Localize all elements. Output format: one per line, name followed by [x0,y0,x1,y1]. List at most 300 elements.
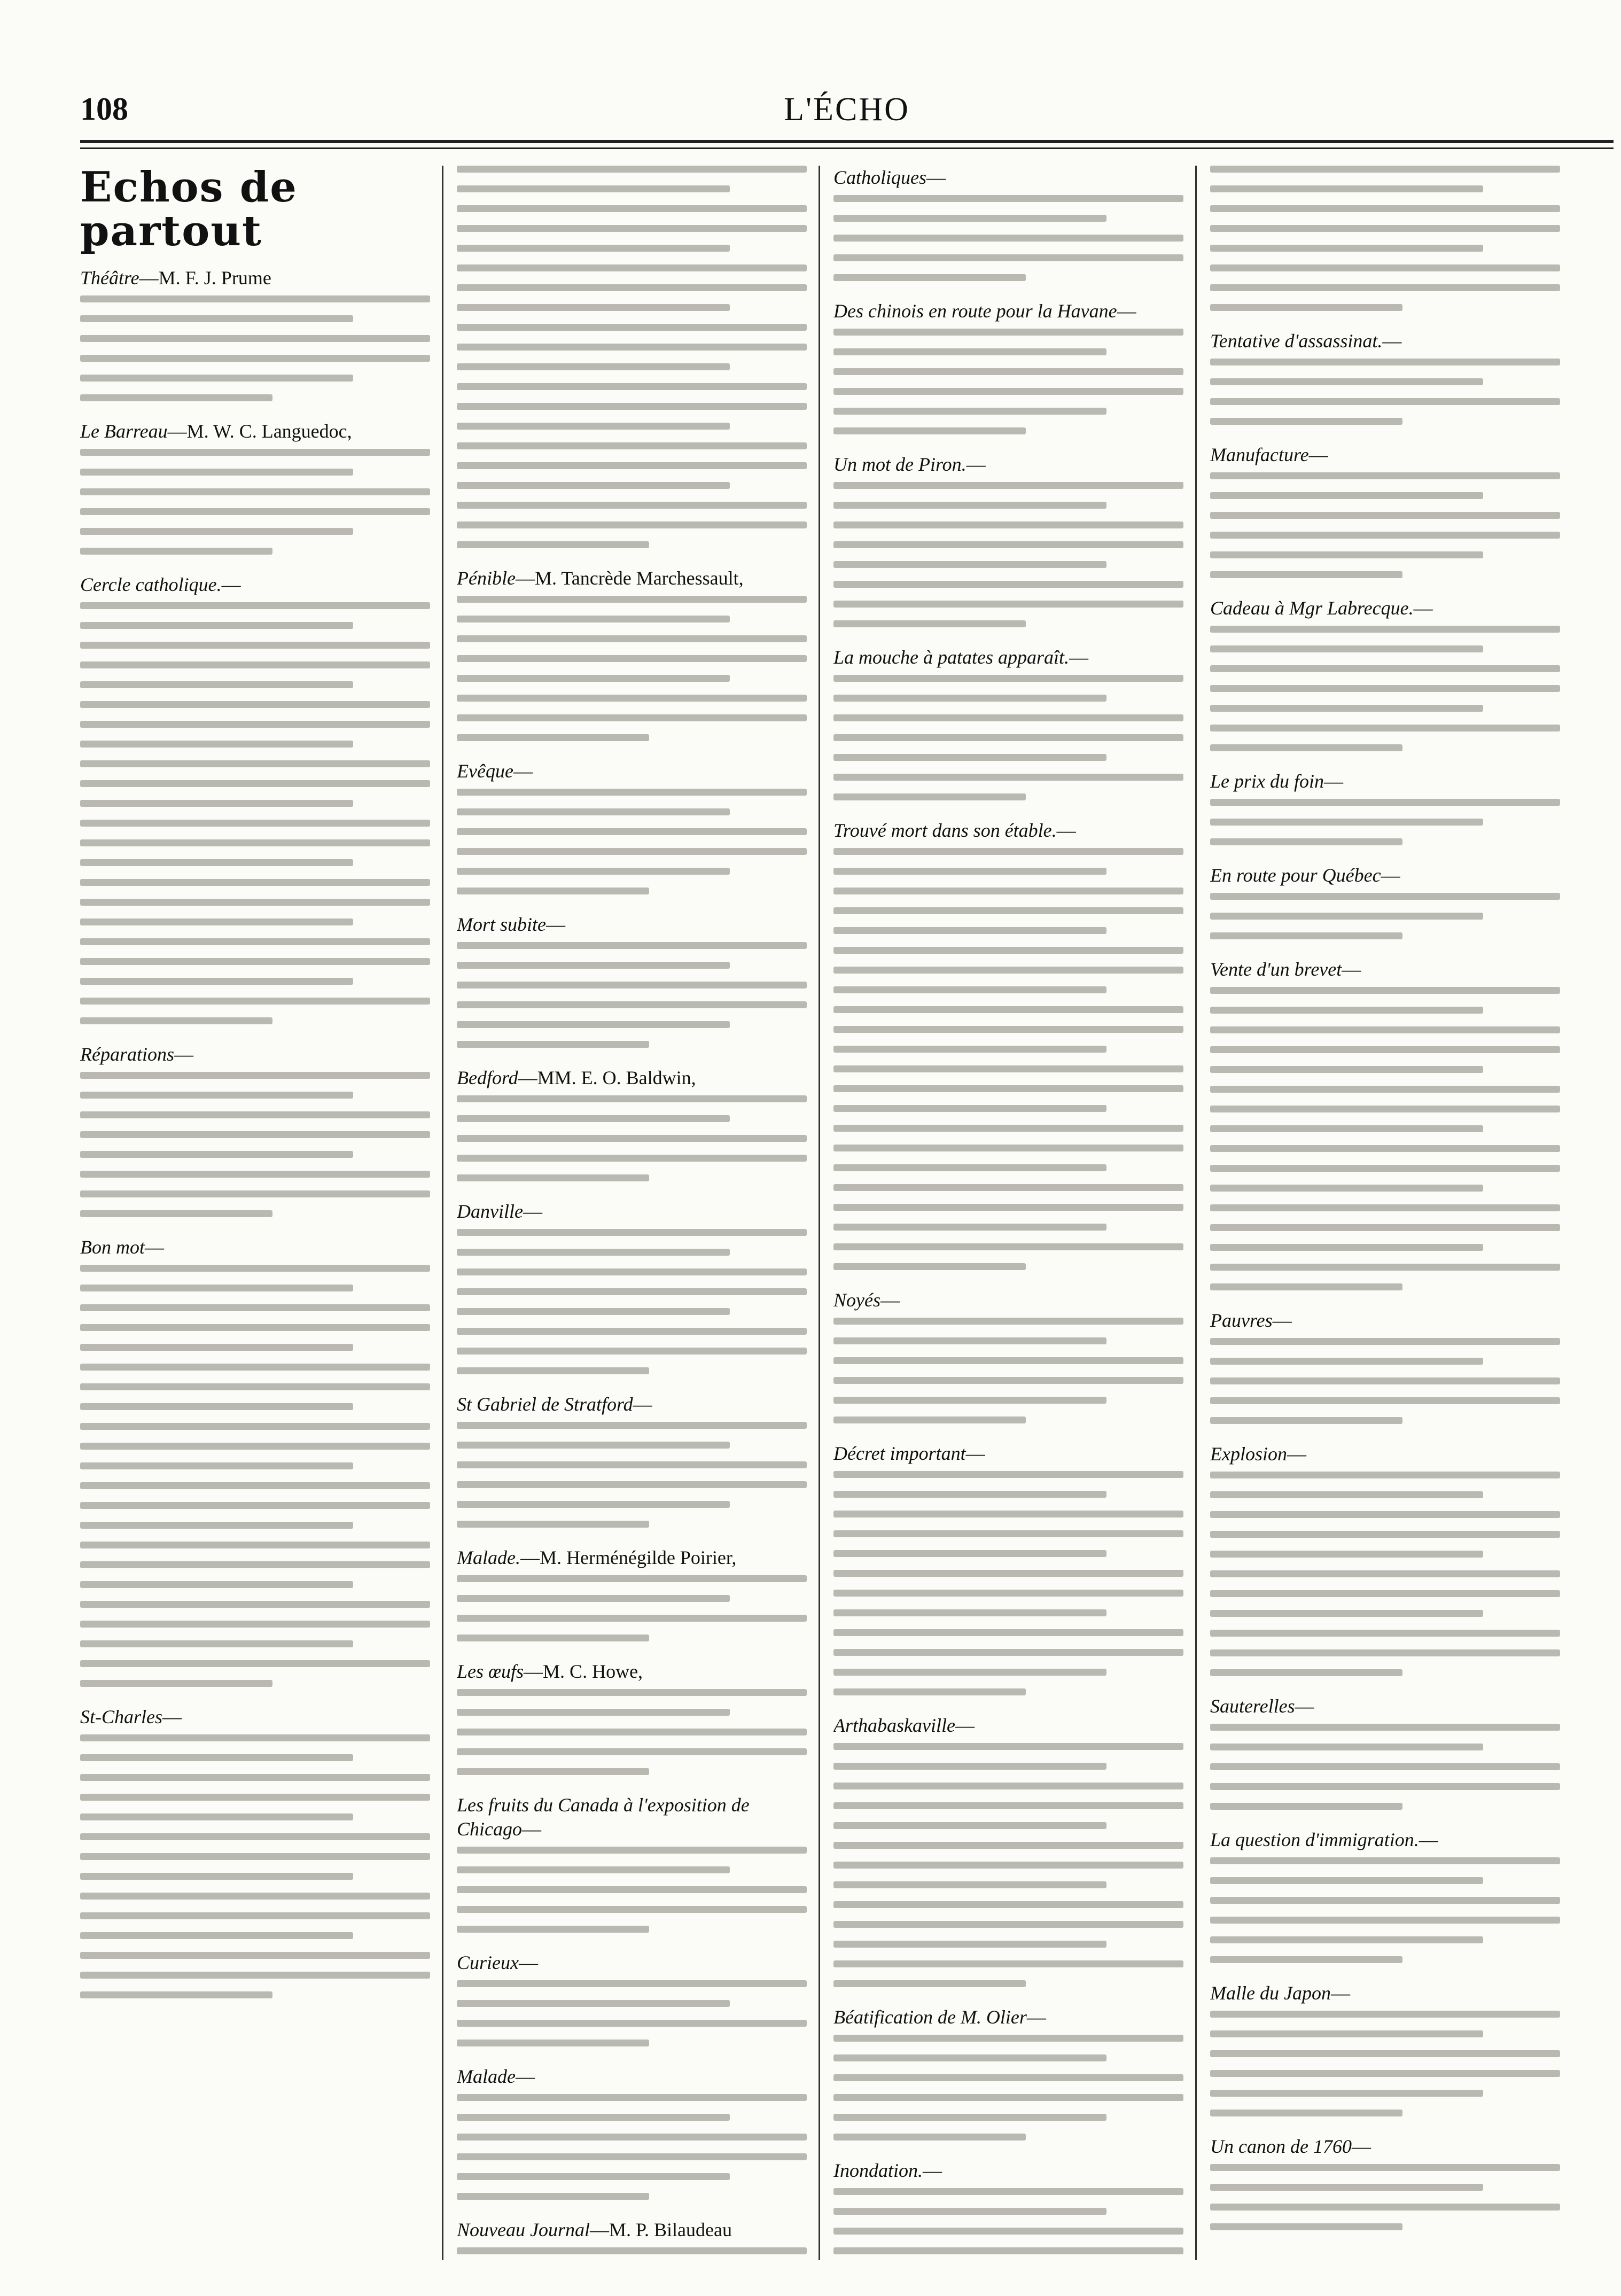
news-item-heading [1210,1694,1560,1718]
news-item-kicker: Nouveau Journal [457,2219,590,2240]
text-line-placeholder [80,741,353,748]
text-line-placeholder [1210,1185,1483,1192]
text-line-placeholder [1210,1897,1560,1904]
text-line-placeholder [457,1635,649,1641]
news-item-heading [80,1705,430,1729]
text-line-placeholder [80,1171,430,1178]
news-item [457,2218,807,2260]
text-line-placeholder [80,1853,430,1860]
news-item-kicker: Catholiques [833,167,927,188]
text-line-placeholder [80,1991,272,1998]
text-line-placeholder [457,1308,730,1315]
text-line-placeholder [1210,1763,1560,1770]
text-line-placeholder [1210,1936,1483,1943]
text-line-placeholder [1210,398,1560,405]
text-line-placeholder [1210,1417,1402,1424]
news-item-lead: — [221,573,241,595]
text-line-placeholder [80,919,353,925]
text-line-placeholder [457,1229,807,1236]
text-line-placeholder [80,315,353,322]
news-item-lead: — [1413,597,1433,619]
news-item [833,2005,1183,2141]
text-line-placeholder [457,1288,807,1295]
text-line-placeholder [1210,1590,1560,1597]
text-line-placeholder [833,1397,1106,1404]
text-line-placeholder [80,1324,430,1331]
text-line-placeholder [833,1550,1106,1557]
news-item-heading [833,2005,1183,2029]
text-line-placeholder [457,1926,649,1933]
text-line-placeholder [80,548,272,555]
text-line-placeholder [457,808,730,815]
news-item-lead: —MM. E. O. Baldwin, [518,1067,696,1088]
news-item-kicker: Béatification de M. Olier [833,2006,1027,2028]
text-line-placeholder [1210,359,1560,365]
text-line-placeholder [457,675,730,682]
text-line-placeholder [80,1680,272,1687]
news-item-lead: — [145,1236,164,1258]
text-line-placeholder [457,2173,730,2180]
text-line-placeholder [80,1210,272,1217]
text-line-placeholder [1210,492,1483,499]
news-item-lead: — [1287,1443,1306,1465]
news-item-kicker: Malade [457,2066,516,2087]
text-line-placeholder [833,1046,1106,1053]
news-item-lead: —M. P. Bilaudeau [589,2219,732,2240]
text-line-placeholder [80,760,430,767]
text-line-placeholder [80,355,430,362]
text-line-placeholder [80,780,430,787]
news-item-heading [80,1235,430,1259]
text-line-placeholder [833,848,1183,855]
news-item-kicker: Un canon de 1760 [1210,2136,1352,2157]
text-line-placeholder [80,1754,353,1761]
news-item-kicker: Cercle catholique. [80,573,222,595]
text-line-placeholder [1210,2110,1402,2116]
text-line-placeholder [1210,1472,1560,1478]
news-item [457,913,807,1048]
news-item [1210,329,1560,425]
news-item [457,759,807,894]
text-line-placeholder [80,1482,430,1489]
news-item [833,299,1183,434]
text-line-placeholder [833,1980,1026,1987]
text-line-placeholder [457,1709,730,1716]
text-line-placeholder [457,695,807,702]
text-line-placeholder [1210,1649,1560,1656]
text-line-placeholder [1210,1007,1483,1014]
news-item [833,453,1183,627]
column-divider [442,166,443,2260]
text-line-placeholder [457,962,730,969]
text-line-placeholder [833,793,1026,800]
text-line-placeholder [80,839,430,846]
news-item-heading [1210,1981,1560,2005]
text-line-placeholder [1210,725,1560,731]
text-line-placeholder [833,1901,1183,1908]
text-line-placeholder [457,1886,807,1893]
journal-title: L'ÉCHO [784,91,910,128]
text-line-placeholder [80,1383,430,1390]
text-line-placeholder [833,1204,1183,1211]
text-line-placeholder [1210,2070,1560,2077]
news-item-heading [1210,596,1560,620]
news-item-heading [457,1200,807,1224]
news-item [80,1235,430,1687]
text-line-placeholder [457,596,807,603]
text-line-placeholder [833,1263,1026,1270]
text-line-placeholder [80,1581,353,1588]
text-line-placeholder [833,388,1183,395]
text-line-placeholder [80,661,430,668]
text-line-placeholder [457,442,807,449]
text-line-placeholder [833,2134,1026,2141]
news-item-lead: — [162,1706,182,1727]
text-line-placeholder [457,1729,807,1735]
text-line-placeholder [1210,1358,1483,1365]
text-line-placeholder [80,1640,353,1647]
news-item-kicker: Théâtre [80,267,139,289]
text-line-placeholder [833,1377,1183,1384]
text-line-placeholder [833,1862,1183,1869]
text-line-placeholder [833,907,1183,914]
text-line-placeholder [457,1442,730,1449]
text-line-placeholder [833,1511,1183,1517]
text-line-placeholder [457,423,730,430]
text-line-placeholder [457,1041,649,1048]
news-item [457,1660,807,1775]
text-line-placeholder [833,2074,1183,2081]
news-item [1210,596,1560,751]
text-line-placeholder [833,947,1183,954]
text-line-placeholder [833,986,1106,993]
news-item-lead: — [1056,820,1076,841]
news-item-heading [80,266,430,290]
text-line-placeholder [80,1423,430,1430]
text-line-placeholder [457,1768,649,1775]
news-item-lead: — [546,914,565,935]
text-line-placeholder [457,1501,730,1508]
news-item-heading [457,1951,807,1975]
text-line-placeholder [80,1972,430,1979]
news-item-lead: — [1295,1695,1314,1717]
text-line-placeholder [1210,932,1402,939]
text-line-placeholder [833,368,1183,375]
news-item-lead: — [1324,770,1343,792]
text-line-placeholder [80,899,430,906]
text-line-placeholder [457,482,730,489]
text-line-placeholder [833,254,1183,261]
text-line-placeholder [1210,1026,1560,1033]
news-item-heading [457,913,807,937]
text-line-placeholder [80,820,430,827]
text-line-placeholder [80,1502,430,1509]
news-item-heading [833,645,1183,670]
text-line-placeholder [457,789,807,796]
text-line-placeholder [80,1151,353,1158]
news-item-kicker: Malade. [457,1547,520,1568]
text-line-placeholder [833,1337,1106,1344]
text-line-placeholder [457,1847,807,1854]
news-item-heading [833,453,1183,477]
news-item [457,166,807,548]
news-item-heading [1210,443,1560,467]
text-line-placeholder [833,581,1183,588]
text-line-placeholder [1210,205,1560,212]
news-item-lead: — [1069,647,1088,668]
news-item-lead: — [518,1952,538,1973]
news-item-kicker: Réparations [80,1043,174,1065]
text-line-placeholder [833,1125,1183,1132]
news-item [1210,1828,1560,1963]
news-item-lead: — [966,454,986,475]
text-line-placeholder [80,1072,430,1079]
news-item [457,1200,807,1374]
news-item-kicker: Manufacture [1210,444,1309,465]
text-line-placeholder [457,166,807,173]
text-line-placeholder [833,1609,1106,1616]
text-line-placeholder [80,1131,430,1138]
text-line-placeholder [80,998,430,1005]
news-item-heading [1210,863,1560,888]
text-line-placeholder [80,1952,430,1959]
text-line-placeholder [1210,1877,1483,1884]
text-line-placeholder [80,1833,430,1840]
news-item-heading [833,1442,1183,1466]
text-line-placeholder [833,1416,1026,1423]
text-line-placeholder [80,1542,430,1548]
text-line-placeholder [80,622,353,629]
news-item-lead: — [174,1043,193,1065]
text-line-placeholder [833,235,1183,242]
news-item-kicker: Les œufs [457,1661,524,1682]
text-line-placeholder [833,695,1106,702]
text-line-placeholder [833,427,1026,434]
news-item-kicker: Curieux [457,1952,519,1973]
text-line-placeholder [80,800,353,807]
text-line-placeholder [833,868,1106,875]
news-item-lead: — [965,1443,985,1464]
text-line-placeholder [1210,987,1560,994]
text-line-placeholder [457,2000,730,2007]
text-line-placeholder [1210,1224,1560,1231]
text-line-placeholder [80,721,430,728]
text-line-placeholder [457,1615,807,1622]
masthead [80,91,1614,134]
news-item [457,1793,807,1933]
text-line-placeholder [833,1960,1183,1967]
text-line-placeholder [457,982,807,989]
news-item-lead: — [513,760,533,782]
news-item-lead: — [923,2160,942,2181]
section-title: Echos de partout [80,166,298,255]
text-line-placeholder [1210,245,1483,252]
text-line-placeholder [80,449,430,456]
news-item-heading [1210,769,1560,793]
text-line-placeholder [457,541,649,548]
text-line-placeholder [833,1743,1183,1750]
text-line-placeholder [1210,799,1560,806]
text-line-placeholder [1210,1491,1483,1498]
text-line-placeholder [457,1328,807,1335]
text-line-placeholder [457,1422,807,1429]
text-line-placeholder [833,1669,1106,1676]
news-item-kicker: En route pour Québec [1210,865,1381,886]
text-line-placeholder [80,1190,430,1197]
text-line-placeholder [1210,1283,1402,1290]
text-line-placeholder [1210,1610,1483,1617]
text-line-placeholder [457,1348,807,1355]
news-item [80,419,430,555]
news-item-kicker: La mouche à patates apparaît. [833,647,1069,668]
text-line-placeholder [833,1491,1106,1498]
news-item-kicker: Evêque [457,760,513,782]
text-line-placeholder [833,1629,1183,1636]
text-line-placeholder [457,2020,807,2027]
text-line-placeholder [80,1734,430,1741]
text-line-placeholder [833,1006,1183,1013]
news-item [833,166,1183,281]
text-line-placeholder [1210,1106,1560,1112]
text-line-placeholder [833,541,1183,548]
news-item-kicker: La question d'immigration. [1210,1829,1419,1850]
text-line-placeholder [80,958,430,965]
news-item-heading [1210,1828,1560,1852]
text-line-placeholder [457,2040,649,2046]
text-line-placeholder [833,408,1106,415]
news-item-kicker: Noyés [833,1289,880,1311]
text-line-placeholder [1210,551,1483,558]
text-line-placeholder [457,1174,649,1181]
news-item [457,1546,807,1641]
text-line-placeholder [833,1065,1183,1072]
news-item-heading [1210,1309,1560,1333]
news-item-lead: — [515,2066,535,2087]
text-line-placeholder [833,1881,1106,1888]
text-line-placeholder [833,2228,1183,2235]
text-line-placeholder [457,2094,807,2101]
text-line-placeholder [1210,1264,1560,1271]
text-line-placeholder [1210,1783,1560,1790]
text-line-placeholder [80,681,353,688]
text-line-placeholder [1210,1570,1560,1577]
text-line-placeholder [833,2054,1106,2061]
text-line-placeholder [80,1932,353,1939]
text-line-placeholder [80,1462,353,1469]
news-item-heading [1210,958,1560,982]
news-item [833,645,1183,800]
column-1 [80,166,430,2260]
news-item-kicker: Décret important [833,1443,966,1464]
news-item-kicker: Pénible [457,567,516,589]
news-item-heading [80,1042,430,1067]
text-line-placeholder [833,1802,1183,1809]
text-line-placeholder [457,714,807,721]
news-item-heading [1210,329,1560,353]
news-item-lead: — [1351,2136,1371,2157]
news-item-heading [1210,1442,1560,1466]
text-line-placeholder [457,1249,730,1256]
text-line-placeholder [80,1304,430,1311]
text-line-placeholder [833,675,1183,682]
text-line-placeholder [80,1364,430,1371]
text-line-placeholder [80,1621,430,1628]
text-line-placeholder [457,888,649,894]
text-line-placeholder [833,601,1183,608]
text-line-placeholder [1210,284,1560,291]
text-line-placeholder [1210,1145,1560,1152]
news-item-lead: — [1382,330,1402,352]
text-line-placeholder [457,616,730,622]
text-line-placeholder [1210,378,1483,385]
news-item-lead: — [1117,300,1136,322]
news-item-kicker: Bon mot [80,1236,145,1258]
text-line-placeholder [833,1026,1183,1033]
text-line-placeholder [80,469,353,476]
text-line-placeholder [457,1001,807,1008]
text-line-placeholder [457,2114,730,2121]
text-line-placeholder [80,1814,353,1820]
text-line-placeholder [80,642,430,649]
text-line-placeholder [80,602,430,609]
news-item-lead: — [1272,1310,1292,1331]
column-2 [457,166,807,2260]
news-item-lead: — [955,1715,975,1736]
text-line-placeholder [1210,1244,1483,1251]
text-line-placeholder [457,1689,807,1696]
news-item-kicker: Sauterelles [1210,1695,1295,1717]
text-line-placeholder [833,348,1106,355]
text-line-placeholder [457,1367,649,1374]
text-line-placeholder [457,1595,730,1602]
text-line-placeholder [833,754,1106,761]
text-line-placeholder [457,1115,730,1122]
text-line-placeholder [457,655,807,662]
news-item-heading [457,1793,807,1841]
text-line-placeholder [833,1318,1183,1325]
news-item [457,2065,807,2200]
text-line-placeholder [457,1521,649,1528]
news-item [80,266,430,401]
news-item [457,1066,807,1181]
text-line-placeholder [457,1980,807,1987]
text-line-placeholder [457,522,807,528]
text-line-placeholder [80,1285,353,1291]
news-item-lead: — [880,1289,900,1311]
news-item [833,1442,1183,1695]
text-line-placeholder [80,1265,430,1272]
top-rule-thin [80,147,1614,149]
news-item-lead: —M. Herménégilde Poirier, [520,1547,737,1568]
text-line-placeholder [80,1873,353,1880]
news-item-lead: — [1308,444,1328,465]
text-line-placeholder [1210,264,1560,271]
text-line-placeholder [457,363,730,370]
text-line-placeholder [1210,1125,1483,1132]
news-item-kicker: St Gabriel de Stratford [457,1394,633,1415]
news-item-heading [457,1066,807,1090]
text-line-placeholder [457,635,807,642]
text-line-placeholder [833,1164,1106,1171]
text-line-placeholder [80,1601,430,1608]
news-item-heading [833,2159,1183,2183]
text-line-placeholder [457,205,807,212]
text-line-placeholder [1210,304,1402,311]
text-line-placeholder [457,942,807,949]
text-line-placeholder [1210,1397,1560,1404]
text-line-placeholder [1210,1630,1560,1637]
text-line-placeholder [833,1243,1183,1250]
